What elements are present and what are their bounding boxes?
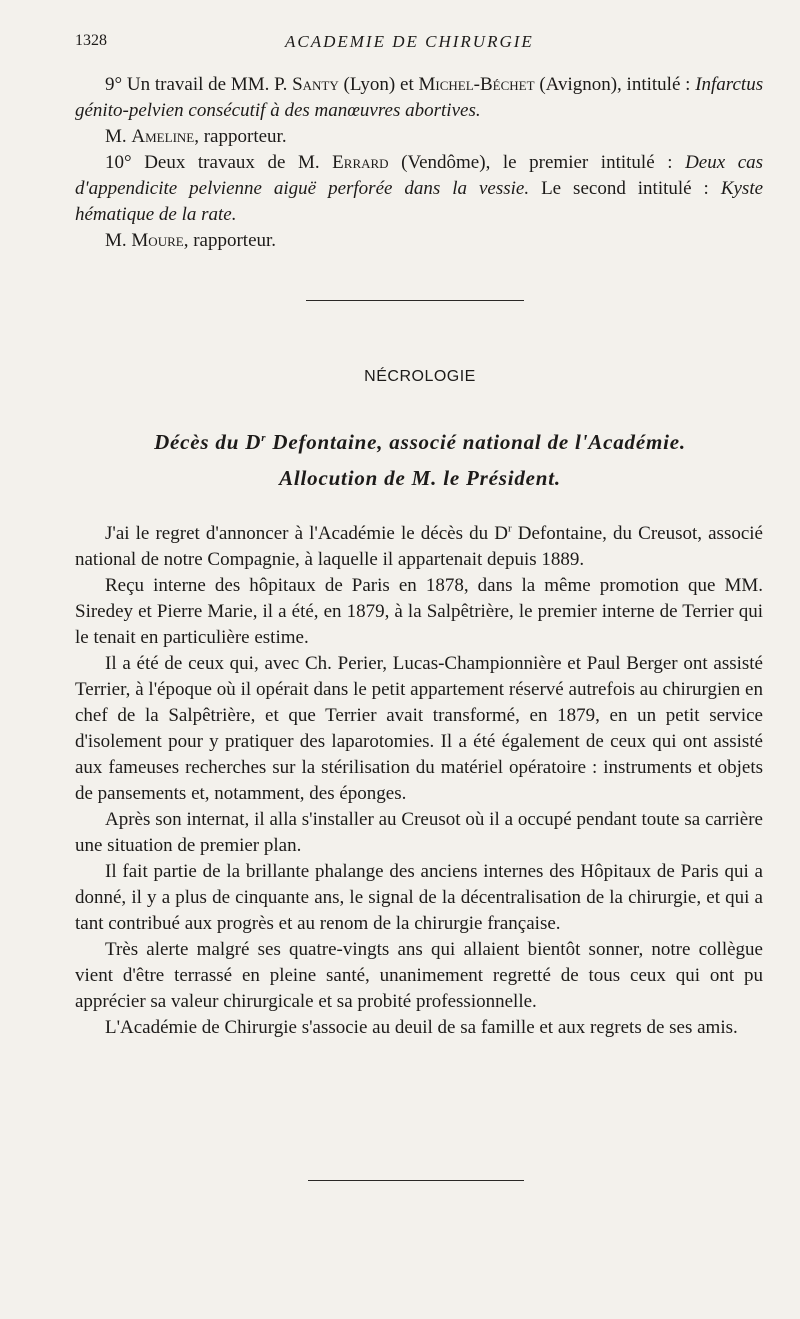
article-body: [75, 521, 763, 1041]
reports-list: [75, 72, 763, 254]
body-paragraph: Il fait partie de la brillante phalange des anciens internes des Hôpitaux de Paris qui a donné, il y a plus de cinquante ans, le signal de la décentralisation de la chirurgie, et qui a tant contribué aux progrès et au renom de la chirurgie française.: [75, 861, 763, 934]
article-title-line-2: Allocution de M. le Président.: [279, 466, 561, 490]
body-paragraph: L'Académie de Chirurgie s'associe au deuil de sa famille et aux regrets de ses amis.: [105, 1017, 738, 1038]
body-paragraph: Il a été de ceux qui, avec Ch. Perier, Lucas-Championnière et Paul Berger ont assisté Terrier, à l'époque où il opérait dans le petit appartement réservé autrefois au chirurgien en chef de la Salpêtrière, et que Terrier avait transformé, en 1879, en un petit service d'isolement pour y pratiquer des laparotomies. Il a été également de ceux qui ont assisté aux fameuses recherches sur la stérilisation du matériel opératoire : instruments et objets de pansements et, notamment, des éponges.: [75, 653, 763, 804]
page-header: [75, 32, 760, 56]
report-item-9: 9° Un travail de MM. P. Santy (Lyon) et Michel-Béchet (Avignon), intitulé : Infarctus génito-pelvien consécutif à des manœuvres abortives.: [75, 74, 764, 121]
section-heading: NÉCROLOGIE: [364, 368, 476, 385]
body-paragraph: Reçu interne des hôpitaux de Paris en 1878, dans la même promotion que MM. Siredey et Pierre Marie, il a été, en 1879, à la Salpêtrière, le premier interne de Terrier qui le tenait en particulière estime.: [75, 575, 763, 648]
article-title-line-1: Décès du $D^r$ Defontaine, associé national de l'Académie.: [154, 430, 686, 454]
end-divider: [308, 1180, 524, 1181]
running-title: ACADEMIE DE CHIRURGIE: [285, 32, 534, 51]
page-number: 1328: [75, 32, 107, 49]
body-paragraph: J'ai le regret d'annoncer à l'Académie le décès du $D^r$ Defontaine, du Creusot, associé national de notre Compagnie, à laquelle il appartenait depuis 1889.: [75, 522, 763, 570]
report-rapporteur-9: M. Ameline, rapporteur.: [105, 126, 287, 147]
body-paragraph: Après son internat, il alla s'installer au Creusot où il a occupé pendant toute sa carrière une situation de premier plan.: [75, 809, 763, 856]
report-item-10: 10° Deux travaux de M. Errard (Vendôme), le premier intitulé : Deux cas d'appendicite pelvienne aiguë perforée dans la vessie. Le second intitulé : Kyste hématique de la rate.: [75, 152, 764, 225]
body-paragraph: Très alerte malgré ses quatre-vingts ans qui allaient bientôt sonner, notre collègue vient d'être terrassé en pleine santé, unanimement regretté de tous ceux qui ont pu apprécier sa valeur chirurgicale et sa probité professionnelle.: [75, 939, 763, 1012]
section-divider: [306, 300, 524, 301]
report-rapporteur-10: M. Moure, rapporteur.: [105, 230, 277, 251]
